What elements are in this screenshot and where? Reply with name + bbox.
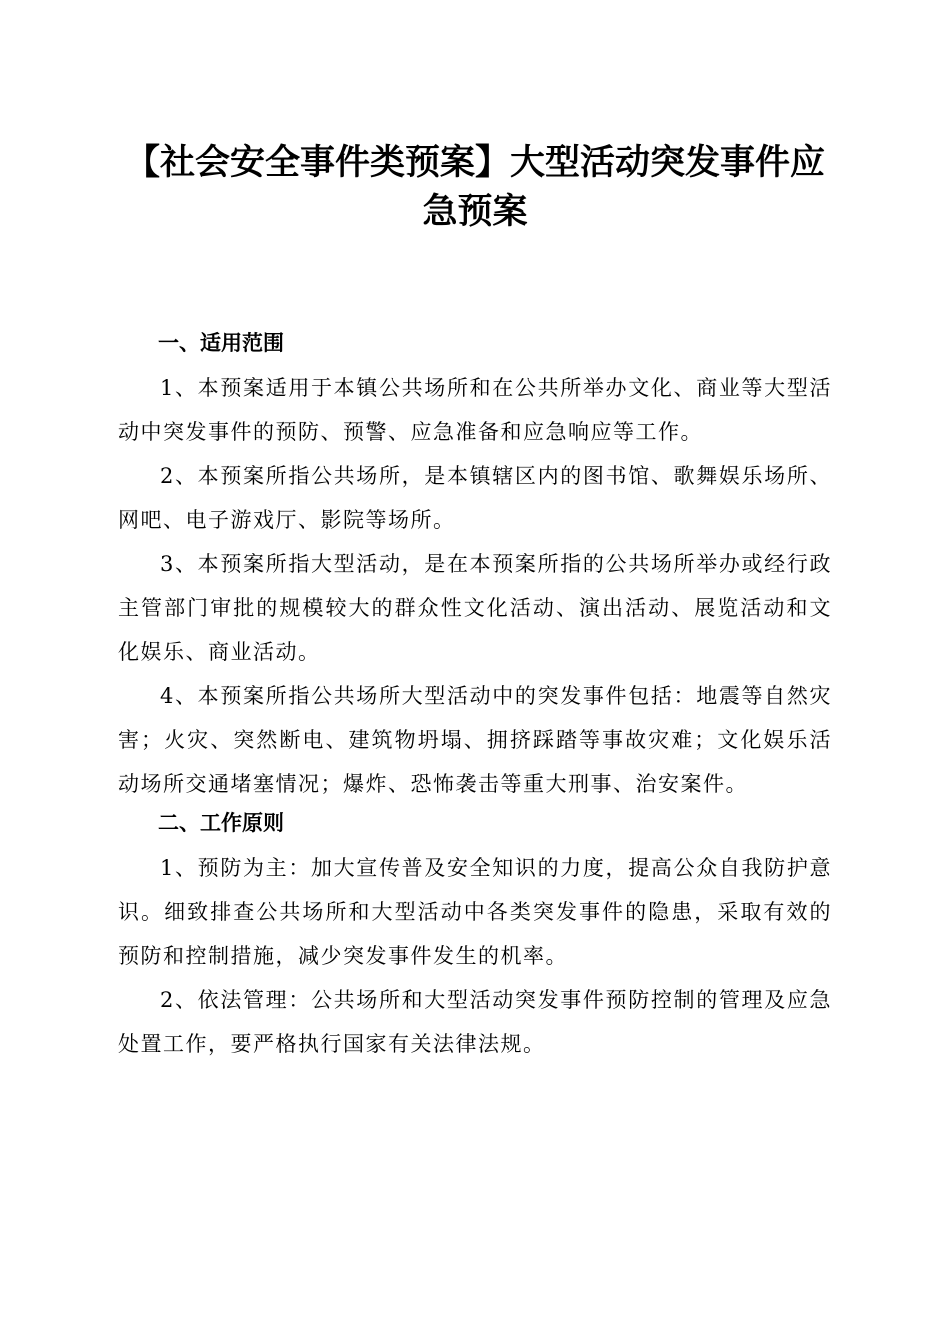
paragraph: 4、本预案所指公共场所大型活动中的突发事件包括：地震等自然灾害；火灾、突然断电、建筑物坍塌、拥挤踩踏等事故灾难；文化娱乐活动场所交通堵塞情况；爆炸、恐怖袭击等重大刑事、治安案件。 bbox=[118, 684, 832, 796]
paragraph: 3、本预案所指大型活动，是在本预案所指的公共场所举办或经行政主管部门审批的规模较大的群众性文化活动、演出活动、展览活动和文化娱乐、商业活动。 bbox=[118, 552, 832, 664]
paragraph: 2、依法管理：公共场所和大型活动突发事件预防控制的管理及应急处置工作，要严格执行国家有关法律法规。 bbox=[118, 988, 832, 1056]
section-heading-scope: 一、适用范围 bbox=[158, 331, 284, 355]
paragraph: 2、本预案所指公共场所，是本镇辖区内的图书馆、歌舞娱乐场所、网吧、电子游戏厅、影院等场所。 bbox=[118, 464, 832, 532]
paragraph: 1、本预案适用于本镇公共场所和在公共所举办文化、商业等大型活动中突发事件的预防、预警、应急准备和应急响应等工作。 bbox=[118, 376, 832, 444]
document-title: 【社会安全事件类预案】大型活动突发事件应急预案 bbox=[124, 142, 825, 232]
document-body bbox=[118, 326, 832, 1066]
section-heading-principles: 二、工作原则 bbox=[158, 811, 284, 835]
paragraph: 1、预防为主：加大宣传普及安全知识的力度，提高公众自我防护意识。细致排查公共场所和大型活动中各类突发事件的隐患，采取有效的预防和控制措施，减少突发事件发生的机率。 bbox=[118, 856, 832, 968]
document-page bbox=[118, 138, 832, 1066]
